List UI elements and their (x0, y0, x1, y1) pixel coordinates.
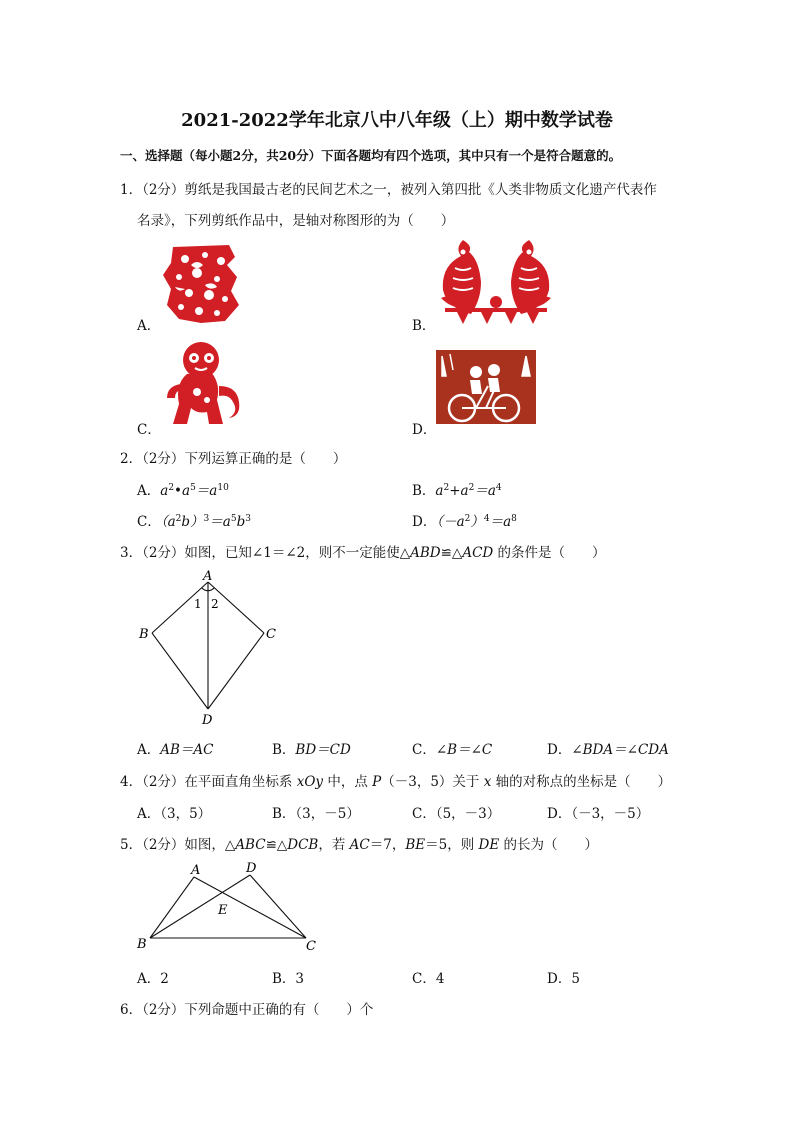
label-a: A (203, 569, 213, 584)
angle-symbol: ∠ (435, 742, 448, 758)
q1-stem-line1: 1．（2分）剪纸是我国最古老的民间艺术之一，被列入第四批《人类非物质文化遗产代表作 (120, 182, 657, 198)
q3-option-b (272, 738, 351, 758)
term: a (160, 483, 169, 499)
option-label: B． (412, 483, 436, 499)
angle-symbol: ∠ (571, 742, 583, 758)
term: （－a (436, 514, 465, 530)
q3-option-c (412, 738, 492, 758)
exponent: 2 (443, 483, 450, 493)
segment-dc (250, 875, 306, 938)
exponent: 2 (168, 483, 175, 493)
q1-option-b-label: B． (412, 318, 436, 334)
paper-cut-b-image (437, 238, 555, 326)
text: 的长为（ ） (499, 837, 598, 853)
q5-stem (120, 833, 598, 853)
text: （－3，5）关于 (381, 774, 484, 790)
label-e: E (218, 903, 228, 918)
term: ＝a (489, 514, 512, 530)
text: ＝7， (369, 837, 406, 853)
var: DE (478, 837, 500, 853)
option-label: A． (137, 483, 161, 499)
option-label: D． (547, 742, 572, 758)
exponent: 2 (464, 514, 471, 524)
var: ABC (235, 837, 266, 853)
exponent: 5 (190, 483, 196, 493)
segment-bd (150, 875, 250, 938)
var: AC (349, 837, 370, 853)
term: （a (160, 514, 176, 530)
exponent: 4 (483, 514, 490, 524)
text: 的条件是（ ） (493, 545, 606, 561)
q4-stem (120, 770, 671, 790)
var: x (483, 774, 492, 790)
exponent: 3 (203, 514, 210, 524)
label-b: B (139, 627, 149, 642)
var: ABD (410, 545, 441, 561)
option-text: BDA＝∠CDA (582, 742, 669, 758)
text: ≌△ (440, 545, 463, 561)
q2-option-d (412, 510, 517, 530)
q5-option-d: D．5 (547, 971, 580, 987)
q2-option-c (137, 510, 251, 530)
paper-cut-a-image (161, 243, 241, 325)
term: ＝a (195, 483, 218, 499)
section-heading: 一、选择题（每小题2分，共20分）下面各题均有四个选项，其中只有一个是符合题意的。 (120, 148, 622, 163)
label-b: B (137, 937, 147, 952)
var: P (372, 774, 382, 790)
term: ＝a (209, 514, 231, 530)
term: b） (181, 514, 204, 530)
label-angle-1: 1 (194, 597, 202, 611)
option-label: C． (412, 742, 436, 758)
text: ＝5，则 (425, 837, 479, 853)
q1-option-c-label: C． (137, 422, 161, 438)
q6-stem: 6．（2分）下列命题中正确的有（ ）个 (120, 1002, 374, 1018)
option-label: A． (137, 742, 161, 758)
q2-stem: 2．（2分）下列运算正确的是（ ） (120, 451, 347, 467)
q5-option-c: C．4 (412, 971, 445, 987)
exponent: 10 (217, 483, 229, 493)
var: BE (405, 837, 426, 853)
q1-stem-line2: 名录》，下列剪纸作品中，是轴对称图形的为（ ） (137, 213, 455, 229)
exponent: 2 (468, 483, 475, 493)
q4-option-a: A．（3，5） (137, 806, 212, 822)
text: ≌△ (265, 837, 288, 853)
var: ACD (462, 545, 494, 561)
var: DCB (287, 837, 319, 853)
label-angle-2: 2 (211, 597, 219, 611)
q5-option-b: B．3 (272, 971, 305, 987)
q3-kite-figure (136, 566, 282, 732)
option-text: BD＝CD (295, 742, 351, 758)
term: ＝a (474, 483, 496, 499)
q2-option-a (137, 479, 229, 499)
paper-cut-c-image (161, 340, 243, 428)
term: a (435, 483, 444, 499)
q1-option-d-label: D． (412, 422, 437, 438)
label-c: C (266, 627, 276, 642)
paper-cut-d-image (436, 350, 536, 430)
segment-ac (194, 877, 306, 938)
segment-cd (208, 633, 264, 709)
q4-option-d: D．（－3，－5） (547, 806, 650, 822)
option-label: B． (272, 742, 296, 758)
term: ） (470, 514, 484, 530)
option-text: B＝∠C (447, 742, 493, 758)
q2-option-b (412, 479, 502, 499)
exponent: 2 (175, 514, 182, 524)
term: •a (174, 483, 191, 499)
term: b (236, 514, 246, 530)
text: 轴的对称点的坐标是（ ） (491, 774, 672, 790)
label-d: D (246, 861, 257, 876)
exam-title: 2021-2022学年北京八中八年级（上）期中数学试卷 (181, 110, 613, 131)
q5-option-a: A．2 (137, 971, 169, 987)
q3-option-d (547, 738, 669, 758)
text: ，若 (318, 837, 350, 853)
text: 5．（2分）如图，△ (120, 837, 236, 853)
segment-ba (150, 877, 194, 938)
q1-option-a-label: A． (137, 318, 161, 334)
term: +a (449, 483, 469, 499)
q4-option-b: B．（3，－5） (272, 806, 360, 822)
option-text: AB＝AC (160, 742, 214, 758)
exponent: 5 (230, 514, 237, 524)
exponent: 8 (511, 514, 517, 524)
q3-stem (120, 541, 606, 561)
label-c: C (306, 939, 316, 954)
label-d: D (202, 713, 213, 728)
q4-option-c: C．（5，－3） (412, 806, 501, 822)
option-label: C． (137, 514, 161, 530)
q5-triangles-figure (134, 858, 320, 954)
segment-bd (152, 633, 208, 709)
option-label: D． (412, 514, 437, 530)
text: 4．（2分）在平面直角坐标系 (120, 774, 297, 790)
exponent: 3 (245, 514, 251, 524)
text: 3．（2分）如图，已知∠1＝∠2，则不一定能使△ (120, 545, 411, 561)
label-a: A (191, 863, 201, 878)
exponent: 4 (495, 483, 502, 493)
q3-option-a (137, 738, 214, 758)
text: 中，点 (323, 774, 373, 790)
var: xOy (296, 774, 324, 790)
